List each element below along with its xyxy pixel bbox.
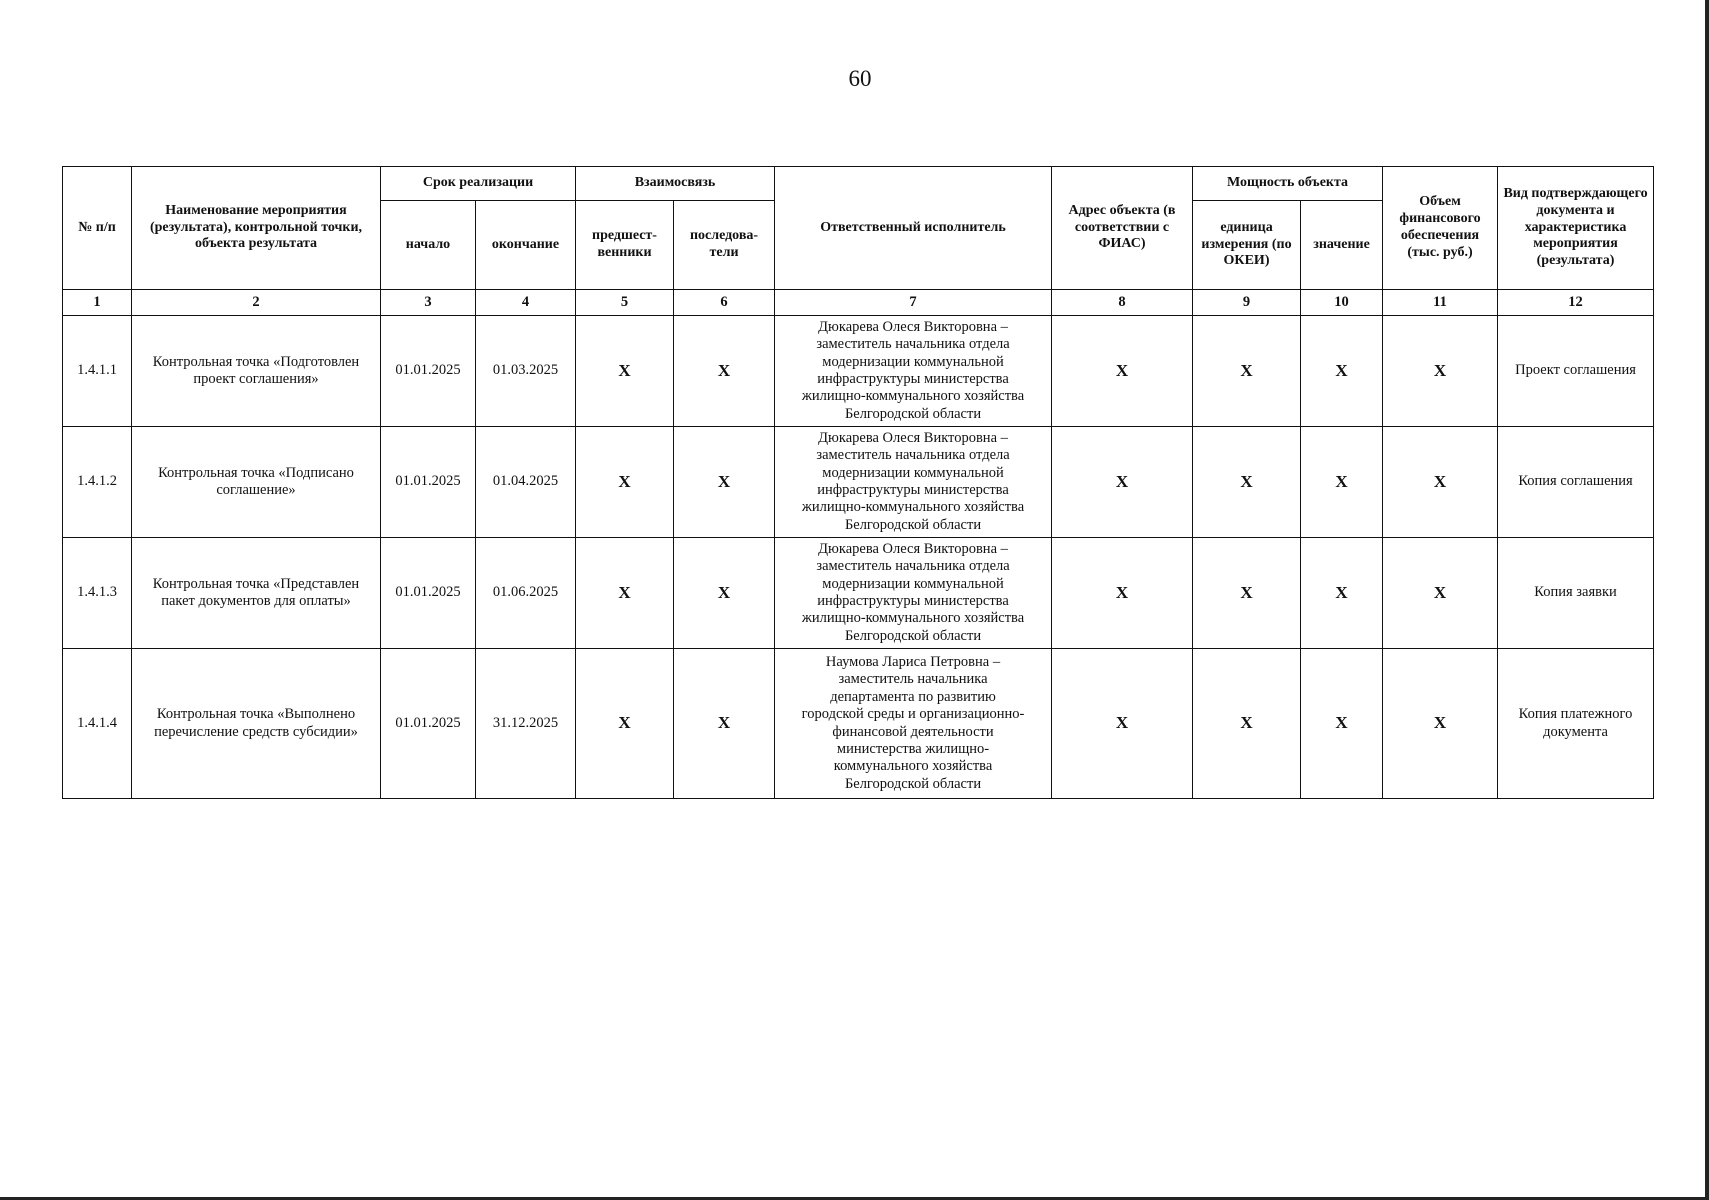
- header-responsible: Ответственный исполнитель: [775, 167, 1052, 290]
- header-finance: Объем финансового обеспечения (тыс. руб.): [1383, 167, 1498, 290]
- responsible-line: модернизации коммунальной: [822, 575, 1004, 592]
- header-value: значение: [1301, 201, 1383, 290]
- column-number: 4: [476, 290, 576, 316]
- responsible-line: Дюкарева Олеся Викторовна –: [818, 318, 1008, 335]
- row-successors: X: [674, 316, 775, 427]
- row-finance: X: [1383, 538, 1498, 649]
- row-predecessors: X: [576, 316, 674, 427]
- row-responsible: [775, 427, 1052, 538]
- row-address: X: [1052, 538, 1193, 649]
- column-number: 2: [132, 290, 381, 316]
- scan-frame-right: [1705, 0, 1709, 1200]
- responsible-line: министерства жилищно-: [836, 740, 990, 757]
- row-responsible: [775, 538, 1052, 649]
- row-num: 1.4.1.3: [63, 538, 132, 649]
- responsible-line: коммунального хозяйства: [833, 758, 993, 775]
- responsible-line: модернизации коммунальной: [822, 464, 1004, 481]
- header-period-start: начало: [381, 201, 476, 290]
- row-finance: X: [1383, 427, 1498, 538]
- header-unit: единица измерения (по ОКЕИ): [1193, 201, 1301, 290]
- responsible-line: модернизации коммунальной: [822, 353, 1004, 370]
- header-capacity: Мощность объекта: [1193, 167, 1383, 201]
- row-name: Контрольная точка «Подписано соглашение»: [132, 427, 381, 538]
- row-name: Контрольная точка «Выполнено перечисление средств субсидии»: [132, 649, 381, 799]
- row-start: 01.01.2025: [381, 649, 476, 799]
- row-address: X: [1052, 427, 1193, 538]
- row-responsible: [775, 316, 1052, 427]
- row-responsible: [775, 649, 1052, 799]
- page-number: 60: [848, 66, 872, 91]
- row-start: 01.01.2025: [381, 316, 476, 427]
- column-number: 1: [63, 290, 132, 316]
- row-address: X: [1052, 316, 1193, 427]
- column-number: 9: [1193, 290, 1301, 316]
- header-period: Срок реализации: [381, 167, 576, 201]
- responsible-line: Белгородской области: [844, 627, 982, 644]
- row-successors: X: [674, 427, 775, 538]
- row-num: 1.4.1.4: [63, 649, 132, 799]
- column-number: 8: [1052, 290, 1193, 316]
- responsible-line: Дюкарева Олеся Викторовна –: [818, 429, 1008, 446]
- responsible-line: Дюкарева Олеся Викторовна –: [818, 540, 1008, 557]
- row-start: 01.01.2025: [381, 427, 476, 538]
- responsible-line: департамента по развитию: [830, 688, 996, 705]
- header-document: Вид подтверждающего документа и характеристика мероприятия (результата): [1498, 167, 1654, 290]
- responsible-line: Наумова Лариса Петровна –: [825, 653, 1001, 670]
- responsible-line: заместитель начальника отдела: [816, 558, 1010, 575]
- row-end: 31.12.2025: [476, 649, 576, 799]
- row-unit: X: [1193, 649, 1301, 799]
- row-value: X: [1301, 538, 1383, 649]
- column-number: 12: [1498, 290, 1654, 316]
- row-document: Копия соглашения: [1498, 427, 1654, 538]
- responsible-line: финансовой деятельности: [832, 723, 994, 740]
- table-row: [63, 538, 1654, 649]
- column-number: 6: [674, 290, 775, 316]
- header-address: Адрес объекта (в соответствии с ФИАС): [1052, 167, 1193, 290]
- responsible-line: инфраструктуры министерства: [817, 482, 1009, 498]
- row-value: X: [1301, 427, 1383, 538]
- row-successors: X: [674, 649, 775, 799]
- row-predecessors: X: [576, 427, 674, 538]
- responsible-line: Белгородской области: [844, 405, 982, 422]
- responsible-line: жилищно-коммунального хозяйства: [801, 610, 1025, 627]
- row-predecessors: X: [576, 649, 674, 799]
- column-number: 3: [381, 290, 476, 316]
- row-num: 1.4.1.2: [63, 427, 132, 538]
- row-end: 01.06.2025: [476, 538, 576, 649]
- row-successors: X: [674, 538, 775, 649]
- plan-table: [62, 166, 1654, 799]
- column-number: 11: [1383, 290, 1498, 316]
- row-start: 01.01.2025: [381, 538, 476, 649]
- table-row: [63, 427, 1654, 538]
- header-row-top: [63, 167, 1654, 201]
- table-row: [63, 649, 1654, 799]
- responsible-line: заместитель начальника отдела: [816, 447, 1010, 464]
- responsible-line: заместитель начальника: [838, 671, 988, 688]
- row-end: 01.03.2025: [476, 316, 576, 427]
- row-finance: X: [1383, 316, 1498, 427]
- responsible-line: инфраструктуры министерства: [817, 593, 1009, 609]
- table-row: [63, 316, 1654, 427]
- header-num: № п/п: [63, 167, 132, 290]
- header-name: Наименование мероприятия (результата), контрольной точки, объекта результата: [132, 167, 381, 290]
- responsible-line: жилищно-коммунального хозяйства: [801, 499, 1025, 516]
- responsible-line: городской среды и организационно-: [801, 706, 1025, 723]
- row-unit: X: [1193, 427, 1301, 538]
- row-document: Копия платежного документа: [1498, 649, 1654, 799]
- row-document: Копия заявки: [1498, 538, 1654, 649]
- responsible-line: заместитель начальника отдела: [816, 336, 1010, 353]
- column-number: 7: [775, 290, 1052, 316]
- row-unit: X: [1193, 538, 1301, 649]
- header-successors: последова-тели: [674, 201, 775, 290]
- responsible-line: жилищно-коммунального хозяйства: [801, 388, 1025, 405]
- header-relation: Взаимосвязь: [576, 167, 775, 201]
- row-address: X: [1052, 649, 1193, 799]
- column-number-row: [63, 290, 1654, 316]
- column-number: 5: [576, 290, 674, 316]
- row-name: Контрольная точка «Подготовлен проект соглашения»: [132, 316, 381, 427]
- header-predecessors: предшест-венники: [576, 201, 674, 290]
- row-num: 1.4.1.1: [63, 316, 132, 427]
- header-period-end: окончание: [476, 201, 576, 290]
- row-value: X: [1301, 649, 1383, 799]
- column-number: 10: [1301, 290, 1383, 316]
- row-predecessors: X: [576, 538, 674, 649]
- row-value: X: [1301, 316, 1383, 427]
- responsible-line: инфраструктуры министерства: [817, 371, 1009, 387]
- responsible-line: Белгородской области: [844, 516, 982, 533]
- row-name: Контрольная точка «Представлен пакет документов для оплаты»: [132, 538, 381, 649]
- responsible-line: Белгородской области: [844, 775, 982, 792]
- row-finance: X: [1383, 649, 1498, 799]
- row-unit: X: [1193, 316, 1301, 427]
- row-end: 01.04.2025: [476, 427, 576, 538]
- row-document: Проект соглашения: [1498, 316, 1654, 427]
